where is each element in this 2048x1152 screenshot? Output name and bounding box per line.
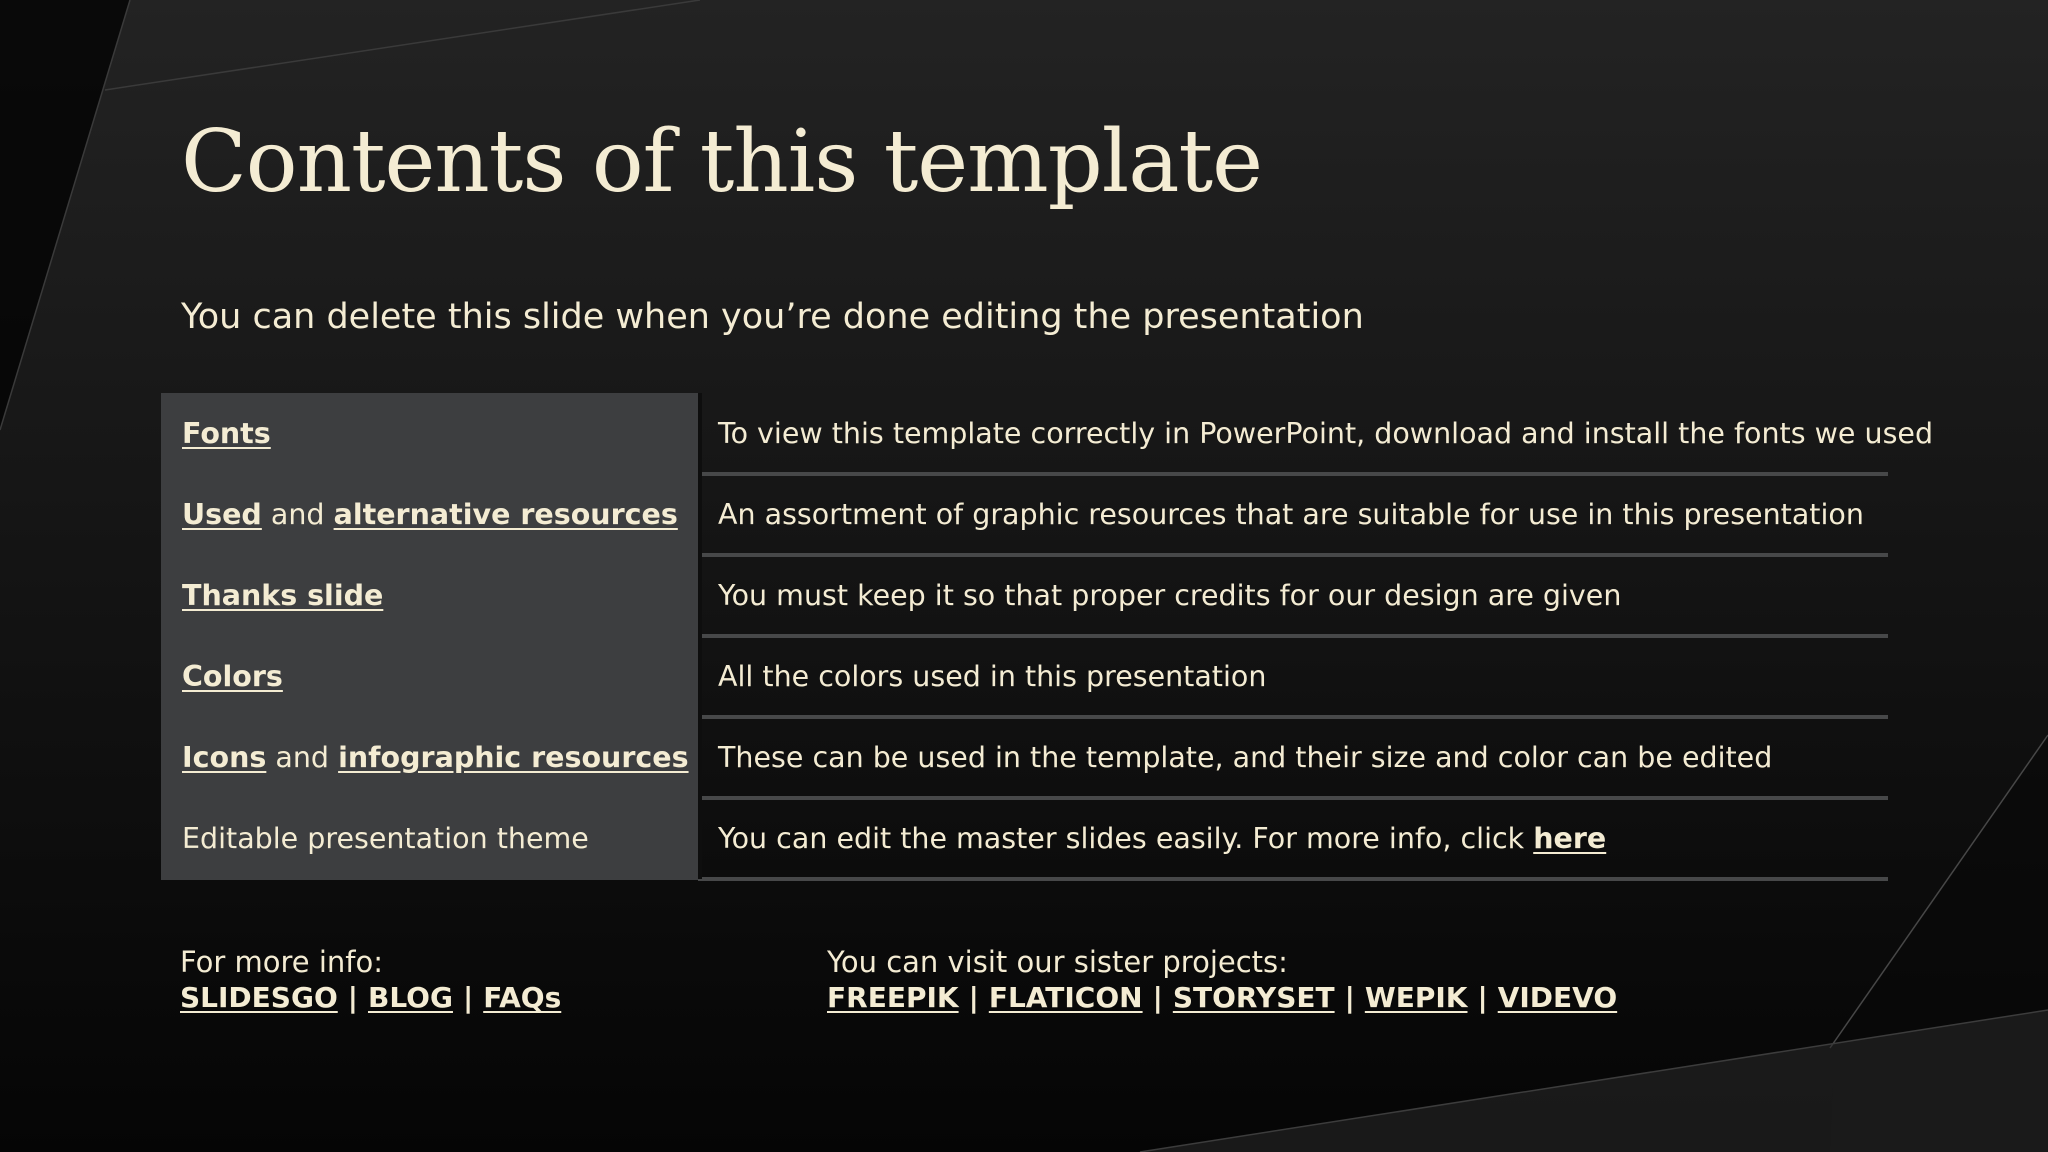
table-cell-topic — [182, 474, 692, 555]
fonts-link[interactable]: Fonts — [182, 417, 271, 450]
footer-more-info — [180, 944, 561, 1016]
colors-link[interactable]: Colors — [182, 660, 283, 693]
table-cell-topic — [182, 798, 692, 879]
table-cell-description — [718, 798, 1878, 879]
link-separator: | — [462, 981, 474, 1014]
column-divider — [698, 798, 702, 879]
table-row — [161, 636, 1888, 717]
table-row — [161, 474, 1888, 555]
table-cell-description — [718, 717, 1878, 798]
thanks-slide-link[interactable]: Thanks slide — [182, 579, 384, 612]
page-title: Contents of this template — [181, 112, 1262, 212]
column-divider — [698, 393, 702, 474]
sister-projects-label: You can visit our sister projects: — [827, 945, 1288, 979]
storyset-link[interactable]: STORYSET — [1172, 981, 1335, 1014]
column-divider — [698, 636, 702, 717]
more-info-label: For more info: — [180, 945, 384, 979]
link-separator: | — [968, 981, 979, 1014]
blog-link[interactable]: BLOG — [367, 981, 453, 1014]
row-divider — [698, 877, 1888, 881]
footer-sister-projects — [827, 944, 1617, 1016]
alternative-resources-link[interactable]: alternative resources — [333, 498, 678, 531]
freepik-link[interactable]: FREEPIK — [827, 981, 959, 1014]
cell-text: To view this template correctly in PowerPoint, download and install the fonts we used — [718, 417, 1934, 450]
table-cell-topic — [182, 555, 692, 636]
cell-text: An assortment of graphic resources that are suitable for use in this presentation — [718, 498, 1864, 531]
table-cell-topic — [182, 636, 692, 717]
link-separator: | — [347, 981, 358, 1014]
cell-text: You can edit the master slides easily. For more info, click — [718, 822, 1534, 855]
column-divider — [698, 474, 702, 555]
column-divider — [698, 717, 702, 798]
cell-text: These can be used in the template, and their size and color can be edited — [718, 741, 1773, 774]
table-row — [161, 717, 1888, 798]
cell-text: Editable presentation theme — [182, 822, 589, 855]
here-link[interactable]: here — [1533, 822, 1607, 855]
cell-text: and — [266, 741, 339, 774]
table-row — [161, 393, 1934, 474]
slidesgo-link[interactable]: SLIDESGO — [180, 981, 338, 1014]
cell-text: and — [261, 498, 334, 531]
link-separator: | — [1344, 981, 1355, 1014]
page-subtitle: You can delete this slide when you’re done editing the presentation — [181, 297, 1364, 337]
sister-project-links — [827, 980, 1617, 1016]
table-cell-description — [718, 474, 1878, 555]
table-cell-description — [718, 636, 1878, 717]
link-separator: | — [1477, 981, 1488, 1014]
table-row — [161, 798, 1888, 879]
cell-text: You must keep it so that proper credits for our design are given — [718, 579, 1622, 612]
link-separator: | — [1152, 981, 1163, 1014]
videvo-link[interactable]: VIDEVO — [1497, 981, 1618, 1014]
more-info-links — [180, 980, 561, 1016]
flaticon-link[interactable]: FLATICON — [988, 981, 1143, 1014]
table-cell-description — [718, 555, 1878, 636]
infographic-resources-link[interactable]: infographic resources — [338, 741, 689, 774]
table-cell-topic — [182, 393, 692, 474]
column-divider — [698, 555, 702, 636]
faqs-link[interactable]: FAQs — [483, 981, 562, 1014]
used-link[interactable]: Used — [182, 498, 262, 531]
icons-link[interactable]: Icons — [182, 741, 267, 774]
table-row — [161, 555, 1888, 636]
table-cell-description — [718, 393, 1934, 474]
wepik-link[interactable]: WEPIK — [1364, 981, 1468, 1014]
table-cell-topic — [182, 717, 692, 798]
cell-text: All the colors used in this presentation — [718, 660, 1267, 693]
